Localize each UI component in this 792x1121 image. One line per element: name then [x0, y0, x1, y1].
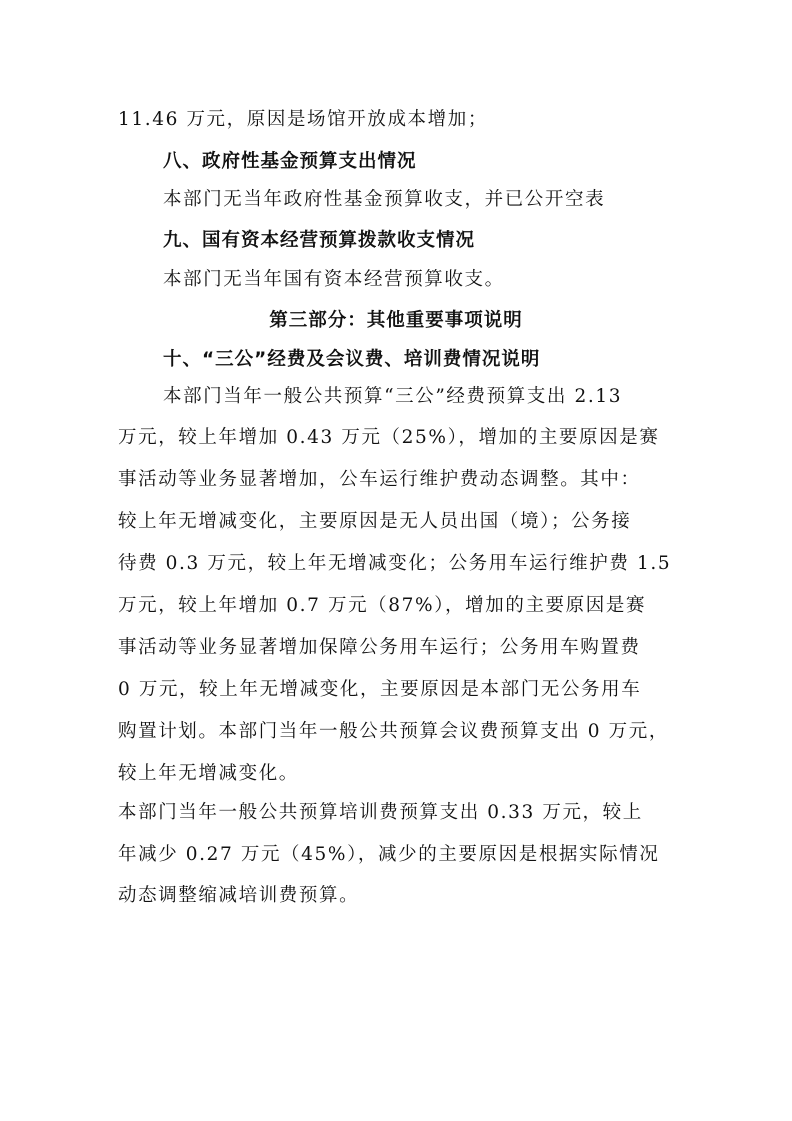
paragraph-line: 本部门当年一般公共预算培训费预算支出 0.33 万元，较上: [118, 802, 643, 823]
paragraph-line: 较上年无增减变化，主要原因是无人员出国（境）；公务接: [118, 511, 632, 532]
text-line: 本部门无当年国有资本经营预算收支。: [163, 269, 505, 290]
section-heading-8: 八、政府性基金预算支出情况: [163, 151, 417, 172]
paragraph-line: 事活动等业务显著增加，公车运行维护费动态调整。其中：: [118, 469, 641, 490]
paragraph-line: 万元，较上年增加 0.43 万元（25%），增加的主要原因是赛: [118, 427, 660, 448]
section-heading-9: 九、国有资本经营预算拨款收支情况: [163, 230, 476, 251]
paragraph-line: 事活动等业务显著增加保障公务用车运行；公务用车购置费: [118, 637, 641, 658]
text-line: 11.46 万元，原因是场馆开放成本增加；: [118, 109, 488, 130]
paragraph-line: 本部门当年一般公共预算“三公”经费预算支出 2.13: [163, 386, 623, 407]
section-heading-10: 十、“三公”经费及会议费、培训费情况说明: [163, 349, 541, 370]
paragraph-line: 0 万元，较上年无增减变化，主要原因是本部门无公务用车: [118, 679, 642, 700]
paragraph-line: 待费 0.3 万元，较上年无增减变化；公务用车运行维护费 1.5: [118, 553, 672, 574]
paragraph-line: 动态调整缩减培训费预算。: [118, 885, 360, 906]
text-line: 本部门无当年政府性基金预算收支，并已公开空表: [163, 189, 606, 210]
paragraph-line: 较上年无增减变化。: [118, 763, 299, 784]
paragraph-line: 购置计划。本部门当年一般公共预算会议费预算支出 0 万元，: [118, 721, 669, 742]
part-title: 第三部分：其他重要事项说明: [269, 310, 523, 331]
paragraph-line: 万元，较上年增加 0.7 万元（87%），增加的主要原因是赛: [118, 595, 647, 616]
paragraph-line: 年减少 0.27 万元（45%），减少的主要原因是根据实际情况: [118, 844, 660, 865]
